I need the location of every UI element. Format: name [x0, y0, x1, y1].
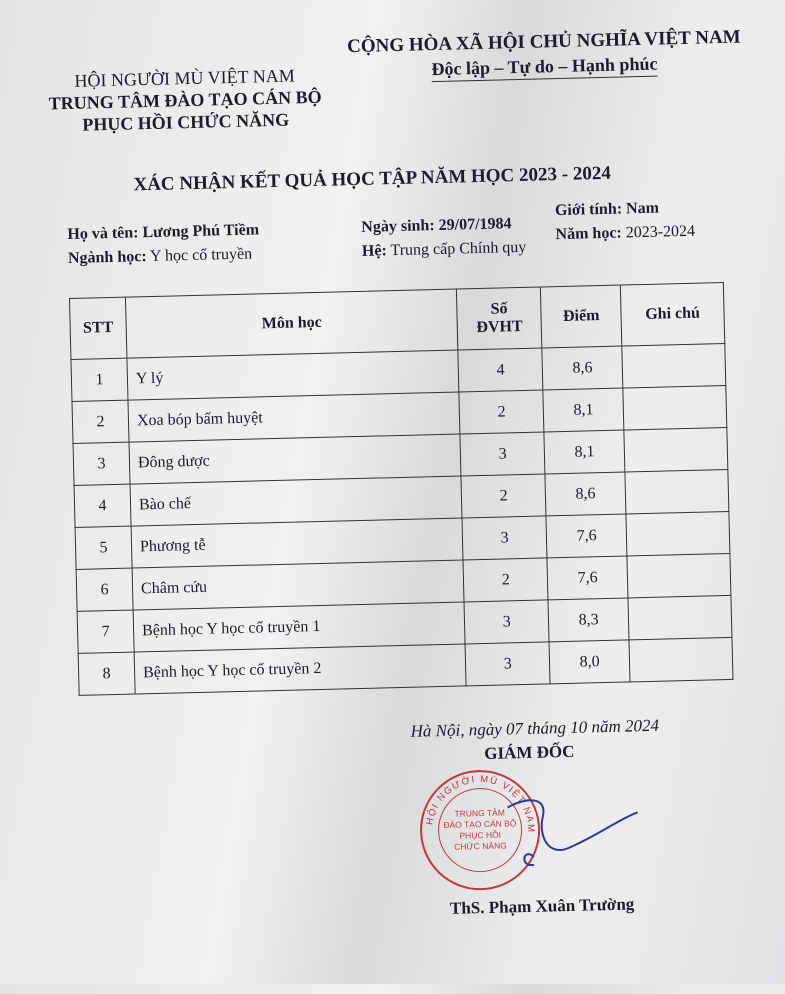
student-gender	[555, 200, 659, 221]
label: Ngành học:	[67, 248, 147, 268]
label: Năm học:	[555, 224, 622, 244]
value: Lương Phú Tiềm	[142, 221, 260, 242]
row-note	[628, 595, 732, 640]
row-subject: Y lý	[127, 350, 459, 400]
row-subject: Bệnh học Y học cổ truyền 1	[133, 602, 465, 652]
value: 2023-2024	[625, 222, 696, 242]
col-score: Điểm	[541, 285, 622, 348]
stamp-line: PHỤC HỒI	[459, 829, 502, 841]
row-stt: 6	[76, 568, 133, 611]
organization-header	[39, 64, 331, 137]
row-score: 8,3	[548, 598, 629, 642]
place-date: Hà Nội, ngày 07 tháng 10 năm 2024	[410, 715, 660, 741]
row-credits: 3	[462, 516, 547, 560]
row-note	[627, 553, 731, 598]
row-score: 8,6	[542, 346, 623, 390]
row-stt: 7	[77, 610, 134, 653]
row-subject: Châm cứu	[132, 560, 464, 610]
row-subject: Bào chế	[130, 476, 462, 526]
stamp-line: CHỨC NĂNG	[454, 840, 507, 852]
row-note	[626, 511, 730, 556]
row-credits: 2	[463, 558, 548, 602]
row-subject: Xoa bóp bấm huyệt	[128, 392, 460, 442]
value: Trung cấp Chính quy	[390, 238, 527, 260]
student-major	[68, 246, 253, 268]
row-credits: 3	[460, 432, 545, 476]
row-score: 8,0	[549, 640, 630, 684]
row-credits: 2	[459, 390, 544, 434]
row-score: 7,6	[547, 556, 628, 600]
row-score: 8,1	[543, 388, 624, 432]
national-motto: Độc lập – Tự do – Hạnh phúc	[431, 52, 658, 83]
stamp-line: ĐÀO TẠO CÁN BỘ	[443, 818, 517, 831]
signer-name: ThS. Phạm Xuân Trường	[449, 894, 635, 918]
row-stt: 8	[78, 652, 135, 695]
credits-header-line1: Số	[490, 300, 508, 318]
national-header	[344, 25, 745, 84]
row-score: 8,6	[545, 472, 626, 516]
col-note: Ghi chú	[620, 283, 724, 346]
row-stt: 1	[71, 358, 128, 401]
label: Hệ:	[361, 242, 387, 260]
org-line-2: TRUNG TÂM ĐÀO TẠO CÁN BỘ	[48, 86, 322, 114]
value: 29/07/1984	[438, 215, 512, 234]
col-subject: Môn học	[125, 289, 458, 358]
stamp-line: TRUNG TÂM	[454, 807, 505, 819]
results-table	[69, 282, 734, 696]
row-subject: Phương tễ	[131, 518, 463, 568]
row-stt: 5	[75, 526, 132, 569]
row-subject: Bệnh học Y học cổ truyền 2	[134, 644, 466, 694]
student-system	[362, 239, 527, 261]
national-title: CỘNG HÒA XÃ HỘI CHỦ NGHĨA VIỆT NAM	[346, 26, 741, 58]
value: Y học cổ truyền	[149, 245, 253, 266]
handwritten-signature	[487, 784, 649, 878]
row-note	[625, 469, 729, 514]
row-credits: 2	[461, 474, 546, 518]
col-stt: STT	[69, 297, 126, 359]
label: Ngày sinh:	[361, 217, 435, 236]
row-note	[623, 386, 727, 431]
value: Nam	[625, 199, 660, 218]
row-credits: 4	[458, 348, 543, 392]
credits-header-line2: ĐVHT	[476, 317, 523, 337]
row-stt: 2	[72, 400, 129, 443]
signer-position: GIÁM ĐỐC	[483, 741, 575, 764]
org-line-1: HỘI NGƯỜI MÙ VIỆT NAM	[74, 65, 295, 91]
row-note	[622, 344, 726, 389]
student-dob	[361, 215, 512, 237]
school-year	[555, 223, 695, 244]
label: Họ và tên:	[67, 224, 139, 244]
row-note	[624, 427, 728, 472]
row-stt: 3	[73, 442, 130, 485]
row-score: 8,1	[544, 430, 625, 474]
row-credits: 3	[465, 642, 550, 686]
row-score: 7,6	[546, 514, 627, 558]
org-line-3: PHỤC HỒI CHỨC NĂNG	[82, 109, 290, 135]
row-stt: 4	[74, 484, 131, 527]
label: Giới tính:	[554, 200, 623, 220]
stamp-ring-textpath: HỘI NGƯỜI MÙ VIỆT NAM	[424, 773, 537, 834]
student-name	[67, 221, 259, 244]
document-title: XÁC NHẬN KẾT QUẢ HỌC TẬP NĂM HỌC 2023 - 2024	[133, 162, 612, 196]
col-credits	[457, 287, 542, 350]
row-subject: Đông dược	[129, 434, 461, 484]
row-credits: 3	[464, 600, 549, 644]
row-note	[629, 637, 733, 682]
